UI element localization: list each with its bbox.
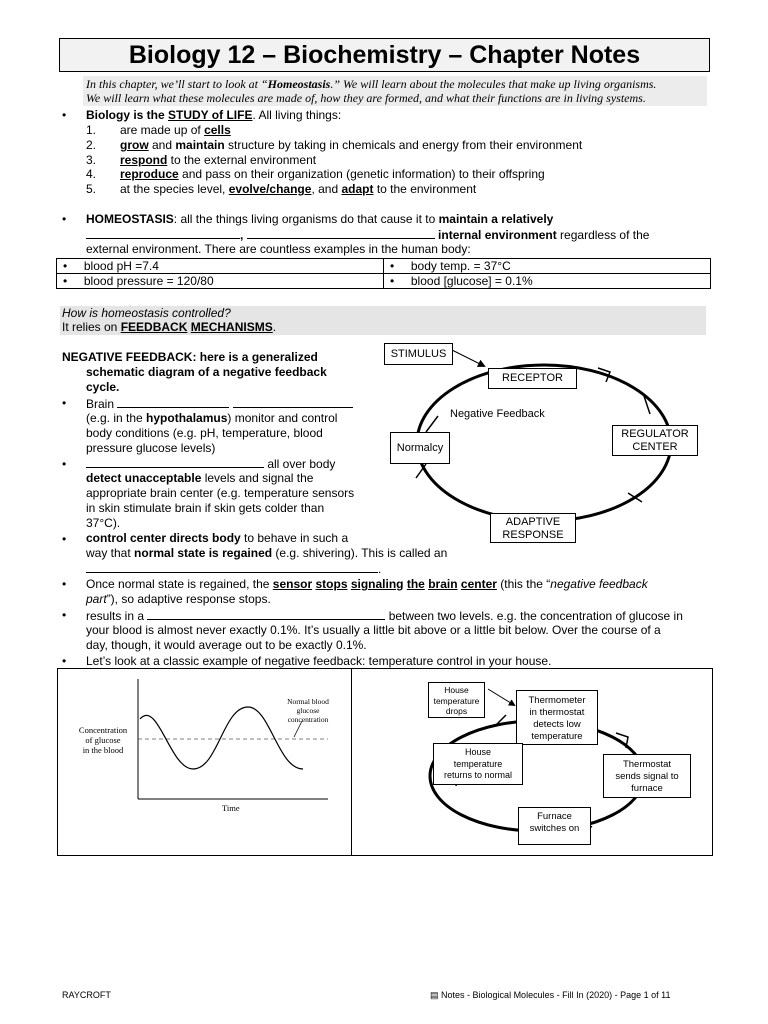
page-title: Biology 12 – Biochemistry – Chapter Notes <box>59 38 710 72</box>
arrowhead <box>426 416 438 432</box>
after-p2-cont: day, though, it would average out to be exactly 0.1%. <box>86 638 367 652</box>
text: regardless of the <box>556 228 650 242</box>
brain-line <box>86 396 353 412</box>
keyword: FEEDBACK <box>120 320 188 334</box>
bullet: • <box>62 577 67 591</box>
intro-text: We will learn what these molecules are made of, how they are formed, and what their functions are in living systems. <box>86 91 646 105</box>
y-axis-label <box>70 725 136 755</box>
text: ) monitor and control <box>227 411 338 425</box>
normalcy-box: Normalcy <box>390 432 450 464</box>
item-number: 3. <box>86 153 97 167</box>
adaptive-response-box <box>490 513 576 543</box>
homeostasis-text: external environment. There are countless examples in the human body: <box>86 242 471 256</box>
text: to the external environment <box>167 153 317 167</box>
keyword: evolve/change <box>228 182 312 196</box>
keyword: stops <box>315 577 348 591</box>
text: It relies on <box>62 320 121 334</box>
keyword: signaling <box>350 577 404 591</box>
keyword: normal state is regained <box>134 546 273 560</box>
label-text: in the blood <box>82 745 124 755</box>
text: negative feedback <box>550 577 648 591</box>
box-text: in thermostat <box>529 707 585 718</box>
receptor-detail: in skin stimulate brain if skin gets colder than <box>86 501 325 515</box>
keyword: center <box>460 577 497 591</box>
box-text: temperature <box>433 695 480 706</box>
document-icon: ▤ <box>430 990 439 1000</box>
life-item-3 <box>86 153 96 168</box>
text: to behave in such a <box>240 531 349 545</box>
box-text: ADAPTIVE <box>505 516 561 528</box>
label-text: Normal blood <box>287 697 329 706</box>
box-text: temperature <box>531 731 583 742</box>
stimulus-arrow <box>452 350 484 366</box>
control-center-line <box>86 531 348 546</box>
keyword: adapt <box>341 182 374 196</box>
keyword: brain <box>428 577 458 591</box>
brain-detail: pressure glucose levels) <box>86 441 216 455</box>
box-text: REGULATOR <box>621 428 689 440</box>
box-text: drops <box>445 706 468 716</box>
box-text: furnace <box>631 783 663 794</box>
text: ”), so adaptive response stops. <box>106 592 271 606</box>
label-text: concentration <box>287 715 329 724</box>
bullet: • <box>62 212 67 226</box>
text: and <box>148 138 176 152</box>
text: (e.g. shivering). This is called an <box>272 546 448 560</box>
control-answer <box>62 320 276 335</box>
fill-in-blank[interactable] <box>147 608 385 620</box>
thermometer-box <box>516 690 598 745</box>
box-text: RESPONSE <box>502 529 564 541</box>
text: Once normal state is regained, the <box>86 577 273 591</box>
text: Biology is the <box>86 108 169 122</box>
text: and pass on their organization (genetic information) to their offspring <box>178 167 545 181</box>
table-row <box>57 259 711 274</box>
homeostasis-definition <box>86 212 553 227</box>
life-item-4-text <box>120 167 545 182</box>
life-item-1-text <box>120 123 231 138</box>
life-item-5-text <box>120 182 476 197</box>
bullet: • <box>62 532 67 546</box>
bullet: • <box>62 654 67 668</box>
text: at the species level, <box>120 182 229 196</box>
after-p1 <box>86 577 648 592</box>
label-text: glucose <box>296 706 320 715</box>
box-text: Thermostat <box>622 759 672 770</box>
keyword: internal environment <box>438 228 557 242</box>
item-number: 5. <box>86 182 97 196</box>
receptor-detail: appropriate brain center (e.g. temperature sensors <box>86 486 355 500</box>
after-p3: Let’s look at a classic example of negative feedback: temperature control in your house. <box>86 654 552 668</box>
receptor-detail: 37°C). <box>86 516 121 530</box>
item-number: 2. <box>86 138 97 152</box>
cycle-center-label: Negative Feedback <box>450 408 545 420</box>
text: part <box>86 592 107 606</box>
fill-in-blank[interactable] <box>247 227 435 239</box>
text: structure by taking in chemicals and energy from their environment <box>224 138 583 152</box>
text: , and <box>311 182 342 196</box>
text: way that <box>86 546 135 560</box>
fill-in-blank[interactable] <box>86 456 264 468</box>
cell-text: blood pH =7.4 <box>83 259 159 273</box>
bullet: • <box>62 457 67 471</box>
keyword: STUDY of LIFE <box>168 108 253 122</box>
life-item-2 <box>86 138 96 153</box>
box-text: returns to normal <box>443 770 513 780</box>
cell-text: blood [glucose] = 0.1% <box>410 274 533 288</box>
life-item-2-text <box>120 138 582 153</box>
footer-author: RAYCROFT <box>62 990 111 1000</box>
neg-heading: NEGATIVE FEEDBACK: here is a generalized <box>62 350 318 364</box>
intro-keyword: Homeostasis <box>267 77 331 91</box>
keyword: control center directs body <box>86 531 241 545</box>
keyword: maintain a relatively <box>438 212 554 226</box>
life-heading <box>86 108 341 123</box>
text: (this the “ <box>496 577 551 591</box>
life-item-4 <box>86 167 96 182</box>
brain-detail: body conditions (e.g. pH, temperature, blood <box>86 426 323 440</box>
text: , <box>240 228 244 242</box>
keyword: maintain <box>175 138 225 152</box>
text: to the environment <box>373 182 477 196</box>
box-text: detects low <box>533 719 581 730</box>
after-p1-cont <box>86 592 271 607</box>
cell-text: blood pressure = 120/80 <box>83 274 214 288</box>
footer-page-info <box>430 990 670 1001</box>
life-item-3-text <box>120 153 316 168</box>
item-number: 1. <box>86 123 97 137</box>
intro-text: .” We will learn about the molecules that make up living organisms. <box>330 77 657 91</box>
box-text: House <box>464 747 491 757</box>
footer-text: Notes - Biological Molecules - Fill In (2020) - Page 1 of 11 <box>441 990 671 1000</box>
text: . <box>378 562 382 576</box>
text: Brain <box>86 397 115 411</box>
drops-arrow <box>488 689 514 705</box>
keyword: respond <box>120 153 168 167</box>
table-cell: • blood pressure = 120/80 <box>57 274 384 289</box>
table-cell: • blood pH =7.4 <box>57 259 384 274</box>
keyword: MECHANISMS <box>190 320 273 334</box>
label-text: of glucose <box>85 735 121 745</box>
table-row <box>57 274 711 289</box>
brain-detail <box>86 411 337 426</box>
text: all over body <box>267 457 336 471</box>
text: are made up of <box>120 123 205 137</box>
box-text: temperature <box>453 758 503 769</box>
neg-heading: cycle. <box>86 380 120 394</box>
box-text: switches on <box>529 823 580 834</box>
furnace-box <box>518 807 591 845</box>
keyword: hypothalamus <box>146 411 228 425</box>
control-center-detail <box>86 546 447 561</box>
bullet: • <box>62 396 67 410</box>
box-text: sends signal to <box>615 771 679 782</box>
life-item-1 <box>86 123 96 138</box>
bullet: • <box>62 608 67 622</box>
text: results in a <box>86 609 145 623</box>
x-axis-label: Time <box>222 803 240 813</box>
intro-text: In this chapter, we’ll start to look at “ <box>86 77 268 91</box>
fill-in-blank[interactable] <box>86 561 378 573</box>
receptor-detail <box>86 471 313 486</box>
box-text: CENTER <box>632 441 678 453</box>
after-p2 <box>86 608 683 624</box>
box-text: House <box>444 685 469 695</box>
keyword: grow <box>120 138 149 152</box>
fill-in-blank[interactable] <box>117 396 229 408</box>
table-cell: • blood [glucose] = 0.1% <box>384 274 711 289</box>
thermostat-signal-box <box>603 754 691 798</box>
box-text: Thermometer <box>528 695 586 706</box>
keyword: the <box>406 577 425 591</box>
text: levels and signal the <box>201 471 314 485</box>
keyword: detect unacceptable <box>86 471 202 485</box>
life-item-5 <box>86 182 96 197</box>
homeostasis-examples-table <box>56 258 711 289</box>
keyword: reproduce <box>120 167 179 181</box>
cell-text: body temp. = 37°C <box>410 259 511 273</box>
homeostasis-blank-line <box>86 227 649 243</box>
receptor-line <box>86 456 335 472</box>
label-text: Concentration <box>78 725 128 735</box>
after-p2-cont: your blood is almost never exactly 0.1%. It’s usually a little bit above or a little bit below. Over the course of a <box>86 623 661 637</box>
regulator-center-box <box>612 425 698 456</box>
fill-in-blank[interactable] <box>86 227 240 239</box>
fill-in-blank[interactable] <box>233 396 353 408</box>
keyword: HOMEOSTASIS <box>86 212 174 226</box>
house-temp-drops-box <box>428 682 485 718</box>
normal-glucose-note <box>278 697 338 724</box>
box-text: Furnace <box>537 811 572 822</box>
keyword: sensor <box>272 577 313 591</box>
table-cell: • body temp. = 37°C <box>384 259 711 274</box>
bullet: • <box>62 108 67 122</box>
neg-heading: schematic diagram of a negative feedback <box>86 365 327 379</box>
control-center-blank <box>86 561 381 577</box>
keyword: cells <box>204 123 231 137</box>
text: between two levels. e.g. the concentration of glucose in <box>385 609 683 623</box>
text: . <box>272 320 277 334</box>
text: (e.g. in the <box>86 411 147 425</box>
house-temp-normal-box <box>433 743 523 785</box>
question-text: How is homeostasis controlled? <box>62 306 231 320</box>
item-number: 4. <box>86 167 97 181</box>
text: : all the things living organisms do that cause it to <box>173 212 439 226</box>
stimulus-box: STIMULUS <box>384 343 453 365</box>
text: . All living things: <box>252 108 342 122</box>
intro-paragraph <box>83 76 707 106</box>
receptor-box: RECEPTOR <box>488 368 577 389</box>
